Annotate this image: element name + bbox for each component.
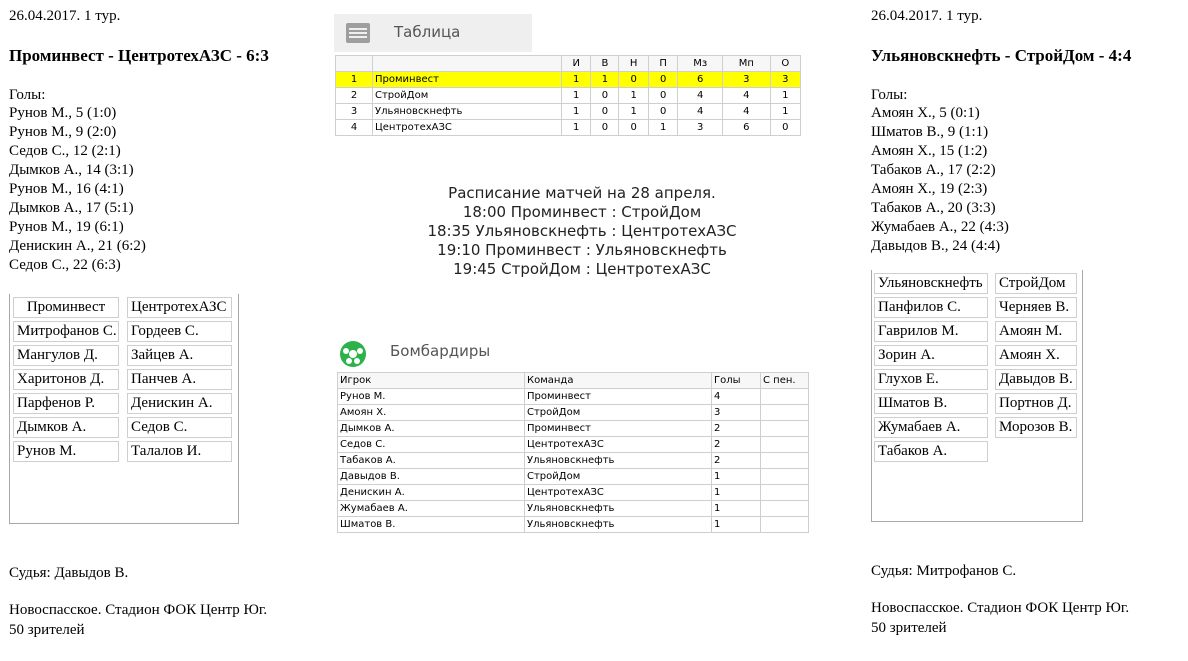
player-cell: Седов С.: [127, 417, 232, 438]
table-row: [338, 485, 809, 501]
player-cell: Шматов В.: [874, 393, 988, 414]
goals-label: Голы:: [9, 87, 46, 103]
table-cell: 4: [712, 389, 761, 405]
venue: Новоспасское. Стадион ФОК Центр Юг.: [9, 602, 268, 618]
goal-entry: Табаков А., 20 (3:3): [871, 200, 996, 216]
column-header: И: [562, 56, 591, 72]
table-cell: [761, 437, 809, 453]
table-cell: Амоян Х.: [338, 405, 525, 421]
schedule-item: 18:00 Проминвест : СтройДом: [462, 203, 702, 221]
soccer-ball-icon: [340, 341, 366, 367]
table-cell: СтройДом: [525, 469, 712, 485]
schedule-heading: Расписание матчей на 28 апреля.: [448, 184, 716, 202]
player-cell: Давыдов В.: [995, 369, 1077, 390]
player-cell: Жумабаев А.: [874, 417, 988, 438]
table-cell: 4: [678, 104, 723, 120]
player-cell: Денискин А.: [127, 393, 232, 414]
table-cell: Ульяновскнефть: [525, 501, 712, 517]
column-header: О: [770, 56, 800, 72]
table-cell: 4: [336, 120, 373, 136]
table-cell: Давыдов В.: [338, 469, 525, 485]
column-header: [336, 56, 373, 72]
player-cell: Харитонов Д.: [13, 369, 119, 390]
table-cell: Проминвест: [373, 72, 562, 88]
goal-entry: Рунов М., 5 (1:0): [9, 105, 117, 121]
table-cell: Денискин А.: [338, 485, 525, 501]
table-row: [338, 501, 809, 517]
table-cell: 1: [619, 88, 649, 104]
table-cell: 0: [648, 104, 678, 120]
table-cell: [761, 485, 809, 501]
away-team-header: ЦентротехАЗС: [127, 297, 232, 318]
table-cell: Седов С.: [338, 437, 525, 453]
scorers-title: Бомбардиры: [390, 342, 491, 360]
table-row: [338, 389, 809, 405]
standings-header: [334, 14, 532, 52]
schedule-item: 18:35 Ульяновскнефть : ЦентротехАЗС: [427, 222, 737, 240]
table-cell: 1: [591, 72, 619, 88]
table-cell: Ульяновскнефть: [525, 453, 712, 469]
table-cell: [761, 389, 809, 405]
table-cell: 1: [712, 501, 761, 517]
table-row: [338, 437, 809, 453]
table-cell: СтройДом: [373, 88, 562, 104]
column-header: С пен.: [761, 373, 809, 389]
player-cell: Гордеев С.: [127, 321, 232, 342]
left-match-report: [9, 0, 309, 661]
table-cell: [761, 469, 809, 485]
player-cell: Рунов М.: [13, 441, 119, 462]
away-lineup: [995, 273, 1077, 441]
player-cell: Табаков А.: [874, 441, 988, 462]
table-cell: Дымков А.: [338, 421, 525, 437]
table-row: [338, 453, 809, 469]
table-cell: 1: [648, 120, 678, 136]
table-cell: 0: [591, 88, 619, 104]
goal-entry: Давыдов В., 24 (4:4): [871, 238, 1001, 254]
player-cell: Панчев А.: [127, 369, 232, 390]
table-cell: 3: [770, 72, 800, 88]
standings-table: [335, 55, 801, 136]
column-header: Игрок: [338, 373, 525, 389]
goal-entry: Амоян Х., 5 (0:1): [871, 105, 980, 121]
table-cell: 1: [712, 517, 761, 533]
table-cell: 2: [336, 88, 373, 104]
player-cell: Амоян М.: [995, 321, 1077, 342]
goal-entry: Табаков А., 17 (2:2): [871, 162, 996, 178]
goal-entry: Седов С., 22 (6:3): [9, 257, 121, 273]
goal-entry: Амоян Х., 19 (2:3): [871, 181, 988, 197]
goal-entry: Дымков А., 17 (5:1): [9, 200, 134, 216]
referee: Судья: Давыдов В.: [9, 565, 129, 581]
spectators: 50 зрителей: [871, 620, 947, 636]
goal-entry: Дымков А., 14 (3:1): [9, 162, 134, 178]
home-lineup: [13, 297, 119, 465]
table-cell: 0: [591, 120, 619, 136]
goals-list: [9, 104, 146, 275]
table-cell: [761, 517, 809, 533]
table-cell: 2: [712, 421, 761, 437]
player-cell: Зорин А.: [874, 345, 988, 366]
player-cell: Талалов И.: [127, 441, 232, 462]
column-header: [373, 56, 562, 72]
table-cell: 0: [648, 72, 678, 88]
table-cell: [761, 453, 809, 469]
column-header: Н: [619, 56, 649, 72]
goals-list: [871, 104, 1009, 256]
table-header-row: [336, 56, 801, 72]
match-date: 26.04.2017. 1 тур.: [871, 8, 983, 24]
table-cell: 0: [770, 120, 800, 136]
table-cell: Ульяновскнефть: [525, 517, 712, 533]
venue: Новоспасское. Стадион ФОК Центр Юг.: [871, 600, 1130, 616]
goal-entry: Жумабаев А., 22 (4:3): [871, 219, 1009, 235]
table-cell: 1: [336, 72, 373, 88]
away-lineup: [127, 297, 232, 465]
home-team-header: Проминвест: [13, 297, 119, 318]
goal-entry: Рунов М., 19 (6:1): [9, 219, 124, 235]
goal-entry: Амоян Х., 15 (1:2): [871, 143, 988, 159]
player-cell: Морозов В.: [995, 417, 1077, 438]
table-row: [338, 517, 809, 533]
goals-label: Голы:: [871, 87, 908, 103]
table-cell: Табаков А.: [338, 453, 525, 469]
table-cell: 3: [723, 72, 771, 88]
column-header: Мз: [678, 56, 723, 72]
match-title: Ульяновскнефть - СтройДом - 4:4: [871, 46, 1132, 65]
table-cell: 6: [723, 120, 771, 136]
right-match-report: [871, 0, 1181, 661]
column-header: Мп: [723, 56, 771, 72]
table-cell: 4: [723, 88, 771, 104]
goal-entry: Шматов В., 9 (1:1): [871, 124, 989, 140]
table-cell: ЦентротехАЗС: [373, 120, 562, 136]
table-cell: 1: [619, 104, 649, 120]
table-icon: [346, 23, 370, 43]
table-cell: 6: [678, 72, 723, 88]
column-header: П: [648, 56, 678, 72]
table-cell: [761, 405, 809, 421]
table-cell: Проминвест: [525, 421, 712, 437]
spectators: 50 зрителей: [9, 622, 85, 638]
table-cell: 1: [562, 120, 591, 136]
lineups-box: [871, 270, 1083, 522]
table-cell: 3: [712, 405, 761, 421]
match-schedule: [382, 184, 782, 279]
table-cell: 1: [562, 88, 591, 104]
table-cell: Проминвест: [525, 389, 712, 405]
lineups-box: [9, 294, 239, 524]
column-header: В: [591, 56, 619, 72]
player-cell: Черняев В.: [995, 297, 1077, 318]
table-cell: 0: [591, 104, 619, 120]
table-cell: [761, 421, 809, 437]
player-cell: Зайцев А.: [127, 345, 232, 366]
table-cell: Шматов В.: [338, 517, 525, 533]
table-row: [338, 421, 809, 437]
table-cell: СтройДом: [525, 405, 712, 421]
table-cell: 4: [678, 88, 723, 104]
table-cell: ЦентротехАЗС: [525, 437, 712, 453]
player-cell: Портнов Д.: [995, 393, 1077, 414]
table-row: [336, 104, 801, 120]
player-cell: Митрофанов С.: [13, 321, 119, 342]
goal-entry: Седов С., 12 (2:1): [9, 143, 121, 159]
table-cell: 0: [648, 88, 678, 104]
table-row: [338, 469, 809, 485]
player-cell: Гаврилов М.: [874, 321, 988, 342]
away-team-header: СтройДом: [995, 273, 1077, 294]
table-cell: 3: [336, 104, 373, 120]
table-cell: 0: [619, 72, 649, 88]
table-cell: Рунов М.: [338, 389, 525, 405]
table-cell: 3: [678, 120, 723, 136]
goal-entry: Рунов М., 16 (4:1): [9, 181, 124, 197]
table-row: [338, 405, 809, 421]
home-lineup: [874, 273, 988, 465]
referee: Судья: Митрофанов С.: [871, 563, 1017, 579]
table-cell: [761, 501, 809, 517]
player-cell: Панфилов С.: [874, 297, 988, 318]
table-cell: 1: [562, 104, 591, 120]
standings-title: Таблица: [394, 23, 461, 41]
player-cell: Дымков А.: [13, 417, 119, 438]
table-cell: Жумабаев А.: [338, 501, 525, 517]
table-row: [336, 72, 801, 88]
table-row: [336, 88, 801, 104]
scorers-table: [337, 372, 809, 533]
scorers-header: [334, 336, 804, 374]
player-cell: Мангулов Д.: [13, 345, 119, 366]
table-cell: 0: [619, 120, 649, 136]
table-cell: 1: [770, 88, 800, 104]
column-header: Голы: [712, 373, 761, 389]
table-cell: 1: [712, 485, 761, 501]
player-cell: Глухов Е.: [874, 369, 988, 390]
table-cell: 2: [712, 453, 761, 469]
table-cell: 1: [562, 72, 591, 88]
goal-entry: Рунов М., 9 (2:0): [9, 124, 117, 140]
match-date: 26.04.2017. 1 тур.: [9, 8, 121, 24]
table-cell: 2: [712, 437, 761, 453]
schedule-item: 19:10 Проминвест : Ульяновскнефть: [437, 241, 727, 259]
goal-entry: Денискин А., 21 (6:2): [9, 238, 146, 254]
column-header: Команда: [525, 373, 712, 389]
table-cell: 4: [723, 104, 771, 120]
table-cell: 1: [712, 469, 761, 485]
table-cell: Ульяновскнефть: [373, 104, 562, 120]
schedule-item: 19:45 СтройДом : ЦентротехАЗС: [453, 260, 711, 278]
table-header-row: [338, 373, 809, 389]
match-title: Проминвест - ЦентротехАЗС - 6:3: [9, 46, 269, 65]
home-team-header: Ульяновскнефть: [874, 273, 988, 294]
table-cell: 1: [770, 104, 800, 120]
player-cell: Парфенов Р.: [13, 393, 119, 414]
table-cell: ЦентротехАЗС: [525, 485, 712, 501]
table-row: [336, 120, 801, 136]
player-cell: Амоян Х.: [995, 345, 1077, 366]
